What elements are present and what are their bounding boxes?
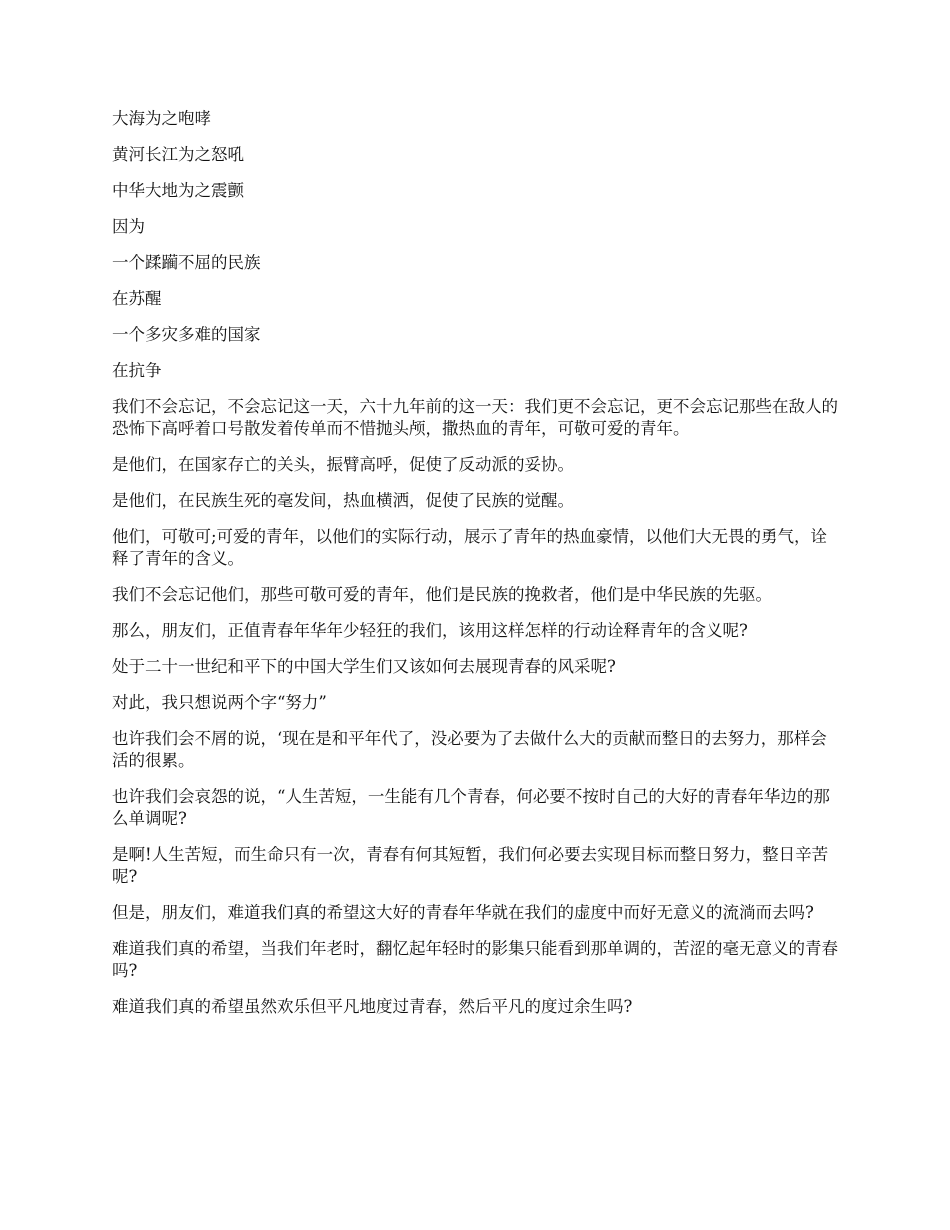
- paragraph-10: 是他们，在国家存亡的关头，振臂高呼，促使了反动派的妥协。: [112, 455, 574, 474]
- paragraph-16: 对此，我只想说两个字“努力”: [112, 693, 327, 712]
- paragraph-20: 但是，朋友们，难道我们真的希望这大好的青春年华就在我们的虚度中而好无意义的流淌而去吗?: [112, 903, 814, 922]
- paragraph-3: 中华大地为之震颤: [112, 181, 244, 200]
- paragraph-21: 难道我们真的希望，当我们年老时，翻忆起年轻时的影集只能看到那单调的，苦涩的毫无意义的青春吗?: [112, 939, 838, 980]
- paragraph-11: 是他们，在民族生死的毫发间，热血横洒，促使了民族的觉醒。: [112, 491, 574, 510]
- paragraph-18: 也许我们会哀怨的说，“人生苦短，一生能有几个青春，何必要不按时自己的大好的青春年华边的那么单调呢?: [112, 787, 830, 828]
- paragraph-4: 因为: [112, 217, 145, 236]
- paragraph-9: 我们不会忘记，不会忘记这一天，六十九年前的这一天：我们更不会忘记，更不会忘记那些在敌人的恐怖下高呼着口号散发着传单而不惜抛头颅，撒热血的青年，可敬可爱的青年。: [112, 397, 838, 438]
- paragraph-5: 一个蹂躏不屈的民族: [112, 253, 261, 272]
- paragraph-19: 是啊!人生苦短，而生命只有一次，青春有何其短暂，我们何必要去实现目标而整日努力，整日辛苦呢?: [112, 845, 829, 886]
- document-body: [112, 108, 840, 1032]
- paragraph-13: 我们不会忘记他们，那些可敬可爱的青年，他们是民族的挽救者，他们是中华民族的先驱。: [112, 585, 772, 604]
- paragraph-14: 那么，朋友们，正值青春年华年少轻狂的我们，该用这样怎样的行动诠释青年的含义呢?: [112, 621, 748, 640]
- paragraph-8: 在抗争: [112, 361, 162, 380]
- paragraph-2: 黄河长江为之怒吼: [112, 145, 244, 164]
- paragraph-12: 他们，可敬可;可爱的青年，以他们的实际行动，展示了青年的热血豪情，以他们大无畏的勇气，诠释了青年的含义。: [112, 527, 828, 568]
- paragraph-1: 大海为之咆哮: [112, 109, 211, 128]
- paragraph-6: 在苏醒: [112, 289, 162, 308]
- paragraph-15: 处于二十一世纪和平下的中国大学生们又该如何去展现青春的风采呢?: [112, 657, 616, 676]
- paragraph-22: 难道我们真的希望虽然欢乐但平凡地度过青春，然后平凡的度过余生吗?: [112, 997, 633, 1016]
- paragraph-7: 一个多灾多难的国家: [112, 325, 261, 344]
- paragraph-17: 也许我们会不屑的说，‘现在是和平年代了，没必要为了去做什么大的贡献而整日的去努力，那样会活的很累。: [112, 729, 827, 770]
